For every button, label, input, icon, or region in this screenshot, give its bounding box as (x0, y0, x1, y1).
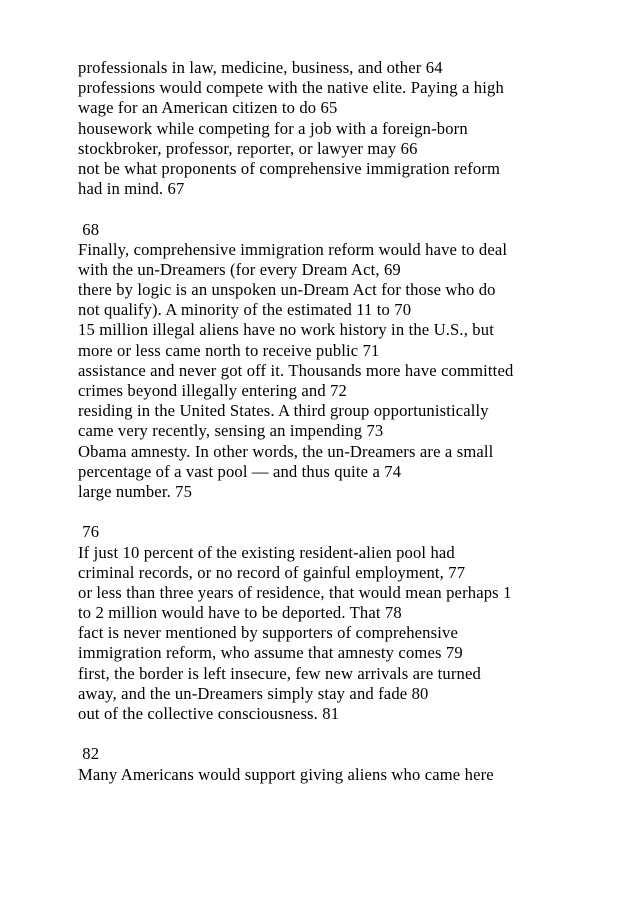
text-line: there by logic is an unspoken un-Dream Act for those who do (78, 280, 496, 300)
text-line: crimes beyond illegally entering and 72 (78, 381, 347, 400)
text-line: criminal records, or no record of gainful employment, 77 (78, 562, 466, 582)
text-line: had in mind. 67 (78, 179, 185, 199)
text-line: with the un-Dreamers (for every Dream Act, 69 (78, 259, 401, 279)
text-line: more or less came north to receive public 71 (78, 340, 380, 360)
text-line: not qualify). A minority of the estimated 11 to 70 (78, 300, 412, 320)
text-line: away, and the un-Dreamers simply stay and fade 80 (78, 683, 429, 703)
blank-line (78, 724, 618, 744)
blank-line (78, 199, 618, 219)
text-line: out of the collective consciousness. 81 (78, 704, 340, 723)
text-line: immigration reform, who assume that amnesty comes 79 (78, 643, 463, 663)
document-text (78, 58, 618, 785)
text-line: professions would compete with the native elite. Paying a high (78, 78, 504, 98)
text-line: first, the border is left insecure, few new arrivals are turned (78, 663, 481, 683)
text-line: If just 10 percent of the existing resident-alien pool had (78, 542, 455, 562)
text-line: large number. 75 (78, 481, 193, 501)
text-line: stockbroker, professor, reporter, or lawyer may 66 (78, 138, 418, 158)
line-number: 76 (78, 522, 100, 542)
text-line: housework while competing for a job with a foreign-born (78, 118, 468, 138)
text-line: Finally, comprehensive immigration reform would have to deal (78, 239, 508, 259)
text-line: professionals in law, medicine, business, and other 64 (78, 58, 443, 77)
text-line: residing in the United States. A third group opportunistically (78, 401, 489, 421)
text-line: wage for an American citizen to do 65 (78, 98, 338, 118)
text-line: came very recently, sensing an impending 73 (78, 421, 384, 441)
text-line: or less than three years of residence, that would mean perhaps 1 (78, 582, 512, 602)
line-number: 82 (78, 744, 100, 764)
text-line: fact is never mentioned by supporters of comprehensive (78, 623, 458, 643)
text-line: to 2 million would have to be deported. That 78 (78, 603, 402, 623)
text-line: Obama amnesty. In other words, the un-Dreamers are a small (78, 441, 494, 461)
text-line: not be what proponents of comprehensive immigration reform (78, 158, 501, 178)
blank-line (78, 502, 618, 522)
text-line: Many Americans would support giving aliens who came here (78, 764, 494, 784)
line-number: 68 (78, 219, 100, 239)
text-line: 15 million illegal aliens have no work history in the U.S., but (78, 320, 494, 340)
text-line: percentage of a vast pool — and thus quite a 74 (78, 461, 402, 481)
text-line: assistance and never got off it. Thousands more have committed (78, 360, 514, 380)
